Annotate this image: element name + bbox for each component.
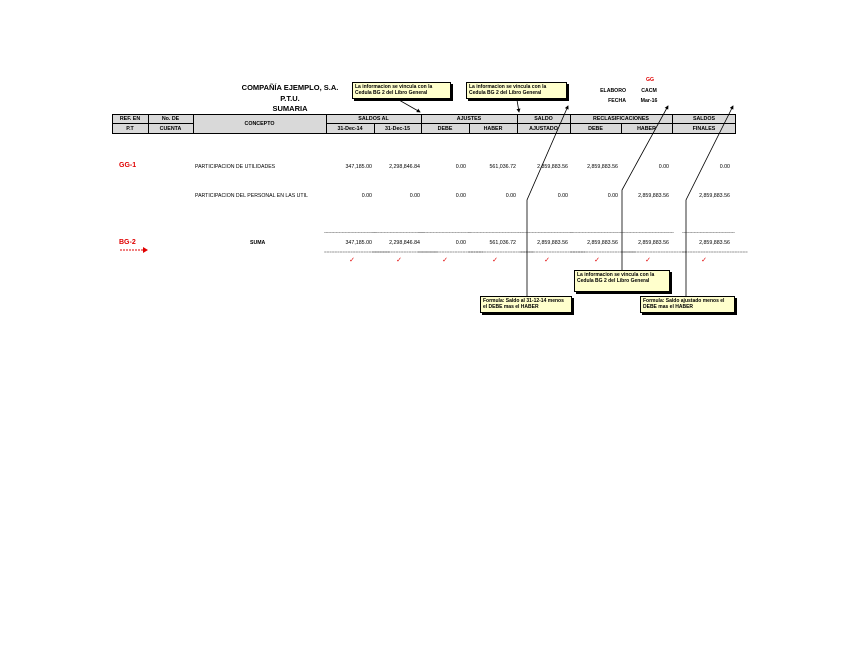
total-value: 561,036.72: [489, 240, 516, 246]
hdr-ajustes: AJUSTES: [456, 115, 482, 122]
total-label: SUMA: [250, 240, 266, 246]
total-value: 0.00: [455, 240, 466, 246]
subtotal-line: ------------------------------------: [570, 230, 623, 236]
cell-value: 347,185.00: [345, 164, 372, 170]
cell-value: 2,859,883.56: [699, 193, 730, 199]
row-concepto: PARTICIPACION DEL PERSONAL EN LAS UTIL: [195, 193, 308, 199]
hdr-date1: 31-Dec-14: [337, 126, 363, 132]
total-underline: =========================: [570, 249, 636, 254]
subtotal-line: ------------------------------------: [468, 230, 521, 236]
total-underline: =========================: [324, 249, 390, 254]
hdr-saldo-bottom: AJUSTADO: [529, 126, 558, 132]
fecha-label: FECHA: [608, 98, 626, 104]
note-formula-finales: Formula: Saldo ajustado menos el DEBE mas el HABER: [640, 296, 735, 313]
hdr-date2: 31-Dec-15: [384, 126, 411, 132]
sheet-title: SUMARIA: [272, 104, 308, 113]
elaboro-label: ELABORO: [600, 88, 626, 94]
meta-mark: GG: [645, 77, 655, 83]
total-value: 2,859,883.56: [699, 240, 730, 246]
fecha-value: Mar-16: [640, 98, 658, 104]
report-subtitle: P.T.U.: [280, 94, 300, 103]
check-icon: ✓: [349, 257, 355, 264]
cell-value: 0.00: [455, 193, 466, 199]
cell-value: 2,859,883.56: [587, 164, 618, 170]
hdr-ref-bottom: P.T: [126, 126, 134, 132]
cell-value: 2,859,883.56: [537, 164, 568, 170]
cell-value: 0.00: [557, 193, 568, 199]
check-icon: ✓: [645, 257, 651, 264]
note-vinculo-ajustes: La informacion se vincula con la Cedula BG 2 del Libro General: [466, 82, 567, 99]
note-formula-saldo: Formula: Saldo al 31-12-14 menos el DEBE mas el HABER: [480, 296, 572, 313]
total-ref[interactable]: BG-2: [119, 239, 136, 246]
check-icon: ✓: [492, 257, 498, 264]
subtotal-line: ------------------------------------: [324, 230, 377, 236]
total-underline: =========================: [418, 249, 484, 254]
total-underline: =========================: [520, 249, 586, 254]
hdr-haber: HABER: [483, 126, 503, 132]
subtotal-line: ------------------------------------: [621, 230, 674, 236]
cell-value: 0.00: [505, 193, 516, 199]
subtotal-line: ------------------------------------: [372, 230, 425, 236]
row-concepto: PARTICIPACION DE UTILIDADES: [195, 164, 276, 170]
subtotal-line: ------------------------------------: [682, 230, 735, 236]
hdr-reclas: RECLASIFICACIONES: [593, 115, 649, 122]
total-underline: =========================: [372, 249, 438, 254]
check-icon: ✓: [594, 257, 600, 264]
check-icon: ✓: [442, 257, 448, 264]
total-underline: =========================: [621, 249, 687, 254]
note-vinculo-reclas: La informacion se vincula con la Cedula BG 2 del Libro General: [574, 270, 670, 292]
cell-value: 0.00: [607, 193, 618, 199]
cell-value: 0.00: [658, 164, 669, 170]
total-value: 2,298,846.84: [389, 240, 420, 246]
hdr-debe2: DEBE: [588, 126, 603, 132]
cell-value: 561,036.72: [489, 164, 516, 170]
total-value: 2,859,883.56: [638, 240, 669, 246]
cell-value: 0.00: [455, 164, 466, 170]
total-value: 347,185.00: [345, 240, 372, 246]
company-name: COMPAÑÍA EJEMPLO, S.A.: [241, 83, 339, 92]
hdr-saldos-al: SALDOS AL: [358, 115, 389, 122]
check-icon: ✓: [544, 257, 550, 264]
total-value: 2,859,883.56: [537, 240, 568, 246]
check-icon: ✓: [701, 257, 707, 264]
note-vinculo-saldos: La informacion se vincula con la Cedula BG 2 del Libro General: [352, 82, 451, 99]
cell-value: 0.00: [409, 193, 420, 199]
row-ref[interactable]: GG-1: [119, 162, 137, 169]
total-underline: =========================: [468, 249, 534, 254]
hdr-finales-bottom: FINALES: [692, 126, 716, 132]
subtotal-line: ------------------------------------: [418, 230, 471, 236]
cell-value: 2,859,883.56: [638, 193, 669, 199]
hdr-concepto: CONCEPTO: [244, 121, 275, 127]
cell-value: 0.00: [361, 193, 372, 199]
check-icon: ✓: [396, 257, 402, 264]
total-value: 2,859,883.56: [587, 240, 618, 246]
subtotal-line: ------------------------------------: [520, 230, 573, 236]
cell-value: 0.00: [719, 164, 730, 170]
total-underline: =========================: [682, 249, 748, 254]
hdr-haber2: HABER: [637, 126, 656, 132]
hdr-finales-top: SALDOS: [692, 115, 716, 122]
hdr-ref-top: REF. EN: [119, 115, 141, 122]
hdr-no-bottom: CUENTA: [159, 126, 182, 132]
elaboro-value: CACM: [641, 88, 657, 94]
hdr-no-top: No. DE: [161, 115, 180, 122]
hdr-saldo-top: SALDO: [534, 115, 553, 122]
cell-value: 2,298,846.84: [389, 164, 420, 170]
hdr-debe: DEBE: [437, 126, 453, 132]
